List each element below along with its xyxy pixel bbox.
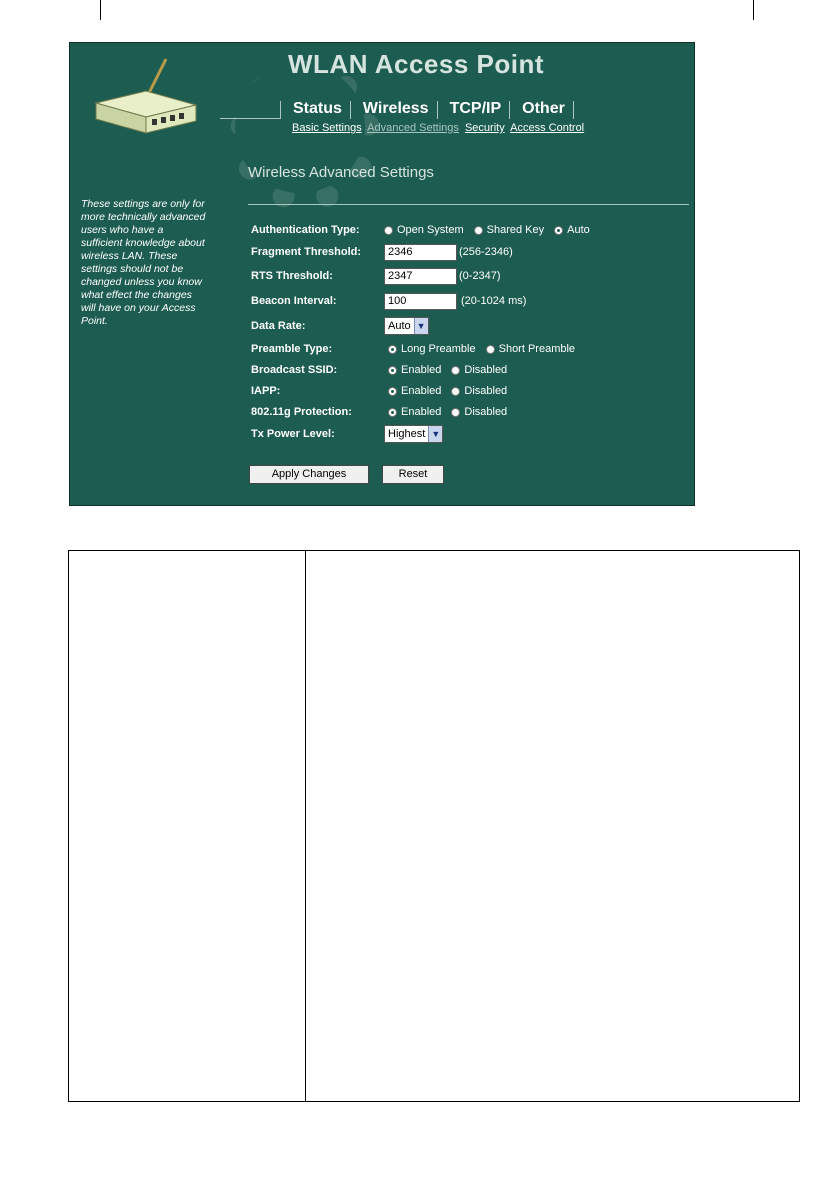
empty-description-table <box>68 550 800 1102</box>
protection-enabled-radio[interactable]: Enabled <box>388 406 441 418</box>
protection-label: 802.11g Protection: <box>251 406 352 418</box>
iapp-row <box>251 381 517 401</box>
subtab-security[interactable]: Security <box>464 122 505 134</box>
auth-shared-key-radio[interactable]: Shared Key <box>474 224 544 236</box>
rts-row <box>251 266 501 286</box>
table-column-divider <box>305 551 306 1101</box>
tx-power-label: Tx Power Level: <box>251 428 335 440</box>
preamble-short-radio[interactable]: Short Preamble <box>486 343 575 355</box>
iapp-enabled-radio[interactable]: Enabled <box>388 385 441 397</box>
data-rate-label: Data Rate: <box>251 320 306 332</box>
iapp-label: IAPP: <box>251 385 281 397</box>
subtab-access-control[interactable]: Access Control <box>510 122 585 134</box>
page-title: Wireless Advanced Settings <box>248 164 434 181</box>
tab-tcpip[interactable]: TCP/IP <box>438 101 511 119</box>
protection-row <box>251 402 517 422</box>
iapp-disabled-radio[interactable]: Disabled <box>451 385 507 397</box>
broadcast-ssid-row <box>251 360 517 380</box>
reset-button[interactable]: Reset <box>382 465 444 484</box>
subtab-advanced-settings[interactable]: Advanced Settings <box>367 122 459 134</box>
crop-mark-left <box>100 0 101 20</box>
tab-status[interactable]: Status <box>281 101 351 119</box>
data-rate-select[interactable]: Auto ▼ <box>384 317 429 335</box>
beacon-hint: (20-1024 ms) <box>461 295 527 307</box>
preamble-row <box>251 339 585 359</box>
rts-label: RTS Threshold: <box>251 270 333 282</box>
beacon-label: Beacon Interval: <box>251 295 337 307</box>
router-admin-screenshot <box>69 42 695 506</box>
ssid-disabled-radio[interactable]: Disabled <box>451 364 507 376</box>
sub-nav <box>292 122 587 134</box>
apply-changes-button[interactable]: Apply Changes <box>249 465 369 484</box>
tab-wireless[interactable]: Wireless <box>351 101 438 119</box>
rts-hint: (0-2347) <box>459 270 501 282</box>
main-nav <box>280 101 574 119</box>
subtab-basic-settings[interactable]: Basic Settings <box>292 122 362 134</box>
tx-power-select[interactable]: Highest ▼ <box>384 425 443 443</box>
authentication-label: Authentication Type: <box>251 224 360 236</box>
rts-threshold-input[interactable] <box>384 268 457 285</box>
ssid-enabled-radio[interactable]: Enabled <box>388 364 441 376</box>
auth-open-system-radio[interactable]: Open System <box>384 224 464 236</box>
beacon-interval-input[interactable] <box>384 293 457 310</box>
fragment-label: Fragment Threshold: <box>251 246 362 258</box>
fragment-row <box>251 242 513 262</box>
router-icon <box>88 55 203 145</box>
crop-mark-right <box>753 0 754 20</box>
app-title: WLAN Access Point <box>288 49 545 79</box>
chevron-down-icon: ▼ <box>414 318 428 334</box>
help-note: These settings are only for more technically advanced users who have a sufficient knowledge about wireless LAN. These settings should not be changed unless you know what effect the changes will have on your Access Point. <box>81 198 206 327</box>
broadcast-ssid-label: Broadcast SSID: <box>251 364 338 376</box>
fragment-threshold-input[interactable] <box>384 244 457 261</box>
tx-power-row <box>251 424 443 444</box>
tab-other[interactable]: Other <box>510 101 574 119</box>
preamble-label: Preamble Type: <box>251 343 333 355</box>
fragment-hint: (256-2346) <box>459 246 513 258</box>
auth-auto-radio[interactable]: Auto <box>554 224 590 236</box>
authentication-row <box>251 220 600 240</box>
protection-disabled-radio[interactable]: Disabled <box>451 406 507 418</box>
beacon-row <box>251 291 526 311</box>
title-divider <box>248 204 689 205</box>
chevron-down-icon: ▼ <box>428 426 442 442</box>
data-rate-row <box>251 316 429 336</box>
preamble-long-radio[interactable]: Long Preamble <box>388 343 476 355</box>
